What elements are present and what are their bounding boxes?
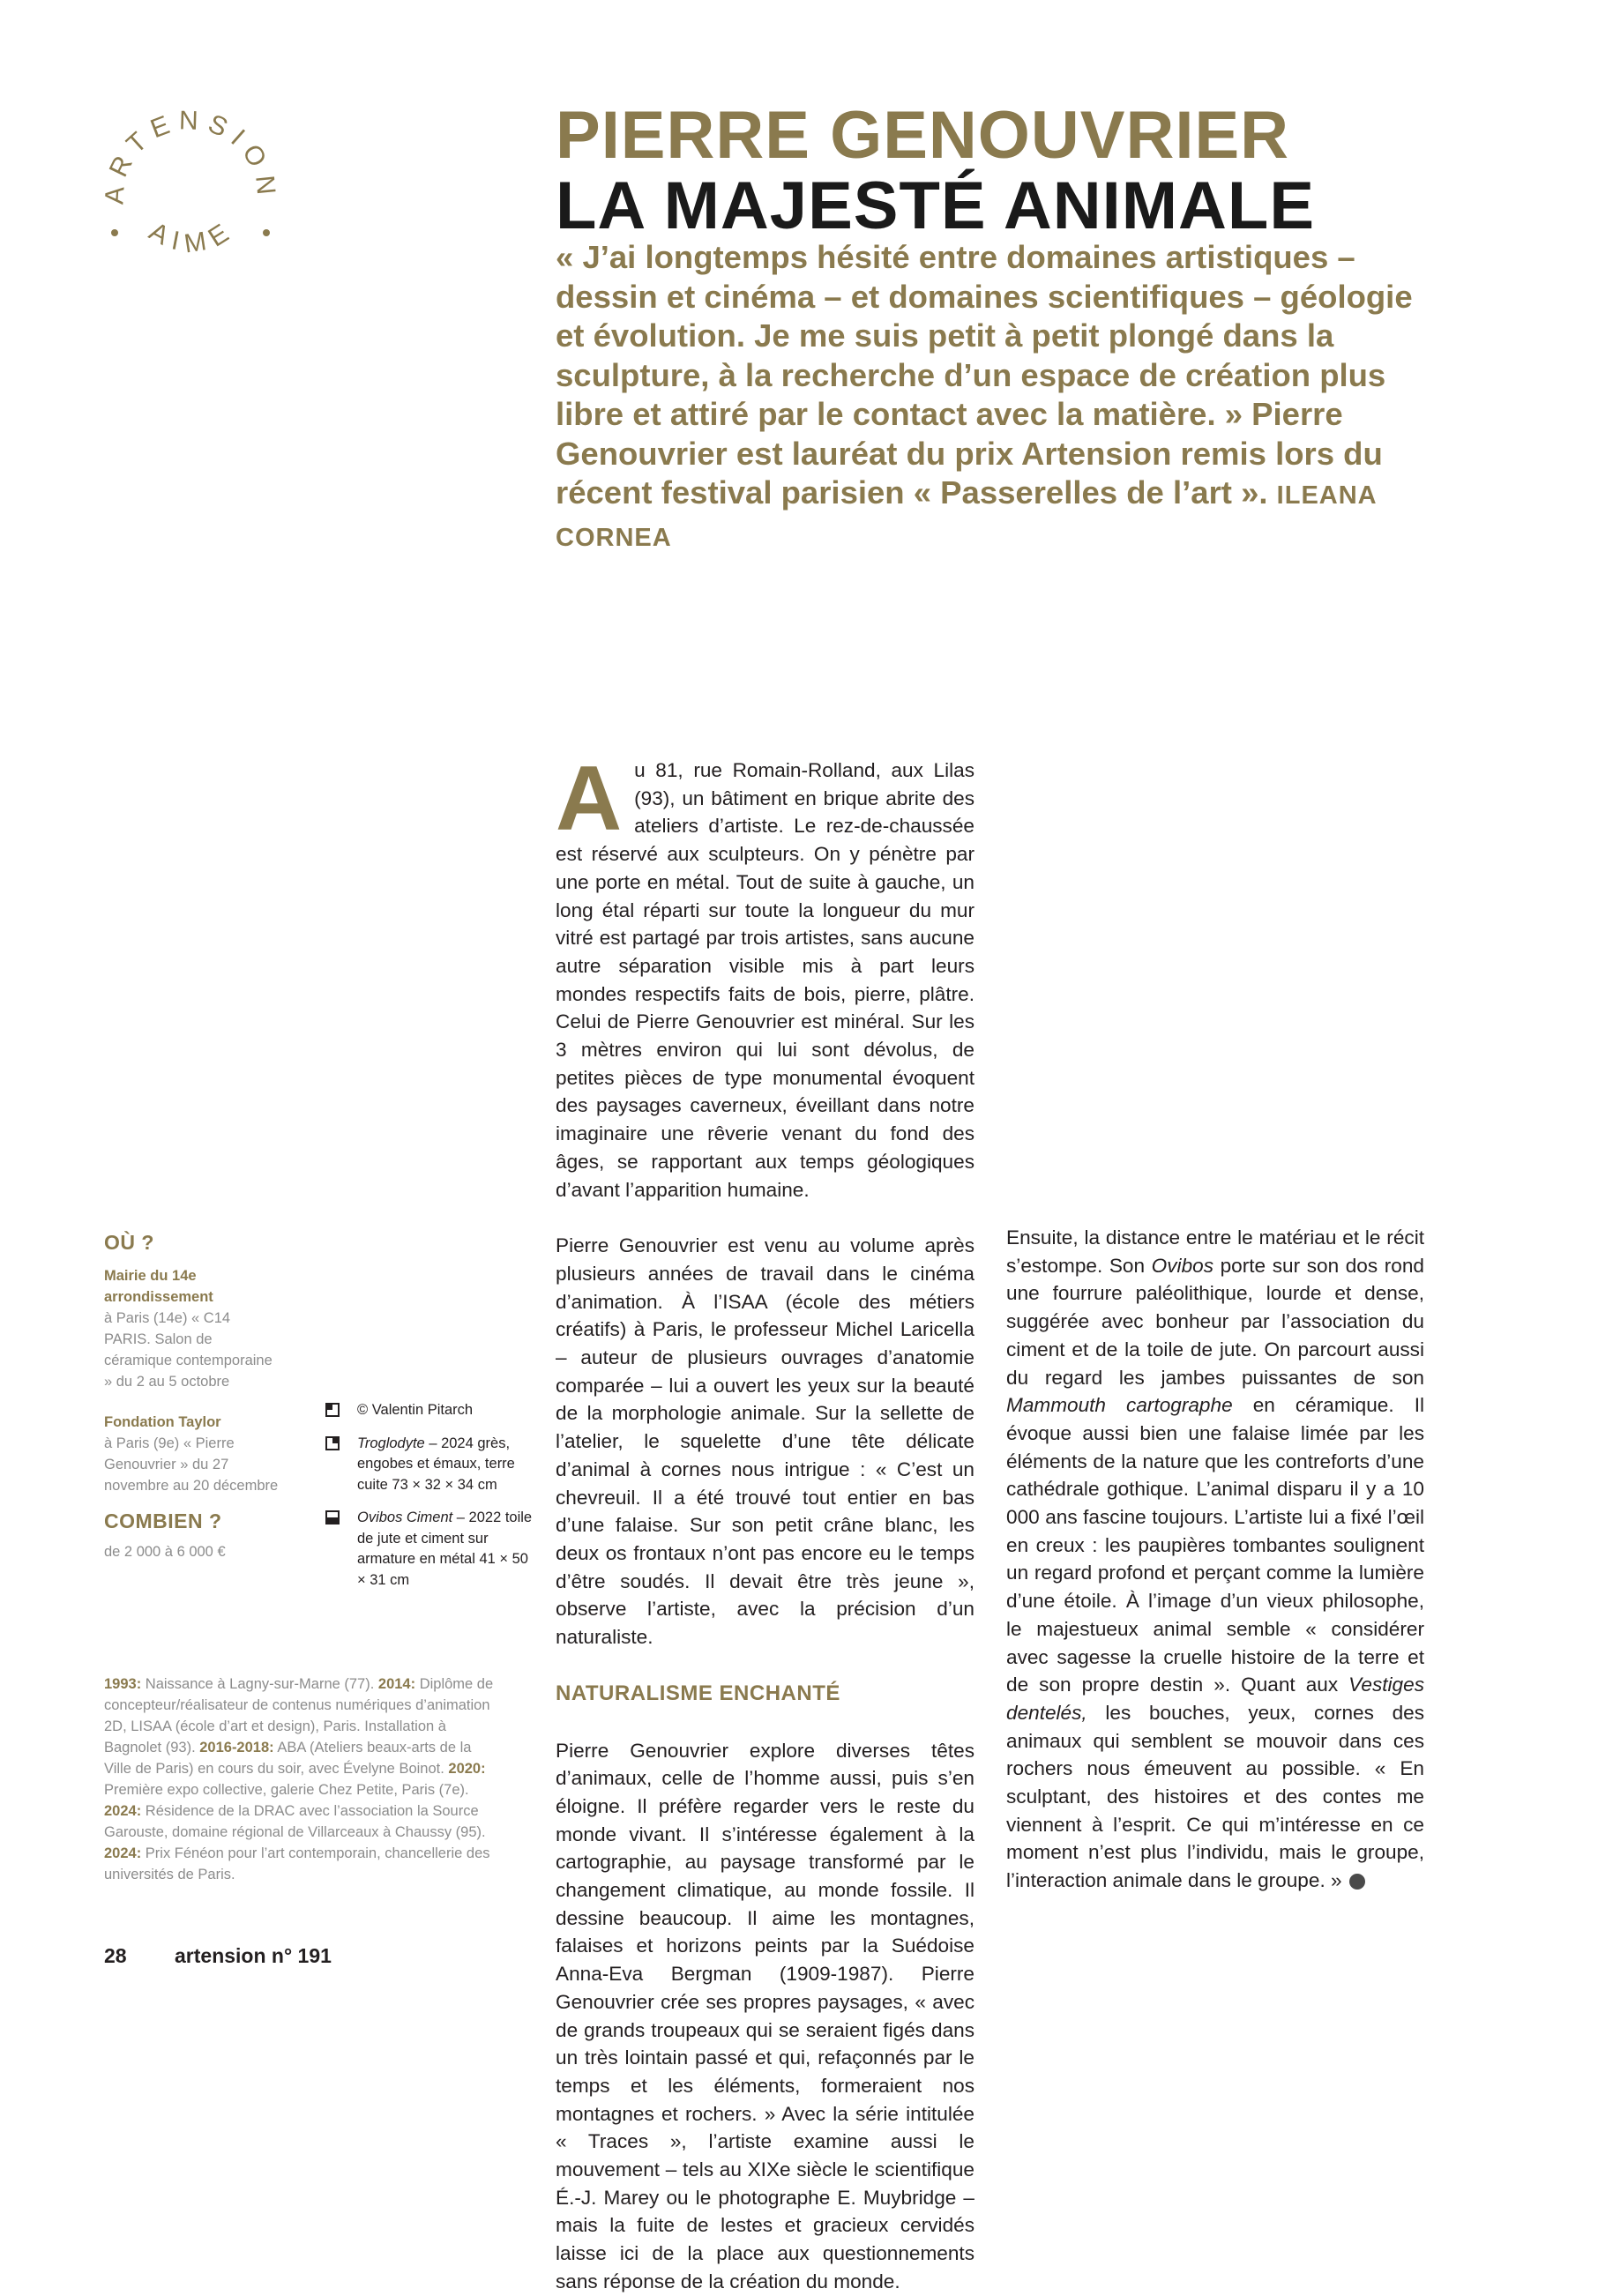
article-title-line1: PIERRE GENOUVRIER: [556, 98, 1290, 173]
article-column-1: [556, 748, 974, 2296]
artension-aime-logo: [95, 95, 286, 286]
paragraph-1-text: u 81, rue Romain-Rolland, aux Lilas (93), un bâtiment en brique abrite des ateliers d’artiste. Le rez-de-chaussée est réservé aux sculpteurs. On y pénètre par une porte en métal. Tout de suite à gauche, un long étal réparti sur toute la longueur du mur vitré est partagé par trois artistes, sans aucune autre séparation visible mis à part leurs mondes respectifs faits de bois, pierre, plâtre. Celui de Pierre Genouvrier est minéral. Sur les 3 mètres environ qui lui sont dévolus, de petites pièces de type monumental évoquent des paysages caverneux, éveillant dans notre imaginaire une rêverie venant du fond des âges, se rapportant aux temps géologiques d’avant l’apparition humaine.: [556, 759, 974, 1201]
price-range: de 2 000 à 6 000 €: [104, 1544, 226, 1560]
logo-top-text: ARTENSION: [100, 106, 282, 205]
venue-1: [104, 1265, 280, 1392]
venue-1-name: Mairie du 14e arrondissement: [104, 1268, 213, 1305]
magazine-issue: artension n° 191: [175, 1944, 332, 1967]
paragraph-2: Pierre Genouvrier est venu au volume après plusieurs années de travail dans le cinéma d’animation. À l’ISAA (école des métiers créatifs) à Paris, le professeur Michel Laricella – auteur de plusieurs ouvrages d’anatomie comparée – lui a ouvert les yeux sur la beauté de la morphologie animale. Sur la sellette de l’atelier, le squelette d’une tête délicate d’animal à cornes nous intrigue : « C’est un chevreuil. Il a été trouvé tout entier en bas d’une falaise. Sur son petit crâne blanc, les deux os frontaux n’ont pas encore eu le temps d’être soudés. Il devait être très jeune », observe l’artiste, avec la précision d’un naturaliste.: [556, 1234, 974, 1649]
logo-bottom-text: AIME: [144, 214, 241, 259]
end-of-article-dot: [1349, 1874, 1365, 1890]
work-title-vestiges: Vestiges dentelés,: [1006, 1674, 1424, 1724]
info-sidebar: [104, 1230, 280, 1561]
work-2-details: – 2022 toile de jute et ciment sur armature en métal 41 × 50 × 31 cm: [357, 1510, 533, 1588]
venue-2-name: Fondation Taylor: [104, 1414, 221, 1430]
venue-2: [104, 1412, 280, 1496]
work-1-details: – 2024 grès, engobes et émaux, terre cuite 73 × 32 × 34 cm: [357, 1435, 515, 1493]
svg-text:ARTENSION: [100, 106, 281, 205]
caption-work-1: [324, 1434, 535, 1496]
venue-1-details: à Paris (14e) « C14 PARIS. Salon de céramique contemporaine » du 2 au 5 octobre: [104, 1310, 273, 1390]
price-heading: COMBIEN ?: [104, 1510, 222, 1532]
work-2-title: Ovibos Ciment: [357, 1510, 453, 1525]
grid-bottom-icon: [325, 1510, 340, 1524]
svg-text:AIME: [145, 214, 241, 258]
work-title-ovibos: Ovibos: [1151, 1254, 1213, 1277]
author-name: ILEANA CORNEA: [556, 481, 1377, 552]
page-number: 28: [104, 1944, 127, 1967]
grid-top-left-icon: [325, 1403, 340, 1417]
section-subhead: NATURALISME ENCHANTÉ: [556, 1681, 840, 1705]
standfirst: [556, 238, 1446, 557]
artist-biography: 1993: Naissance à Lagny-sur-Marne (77). 2014: Diplôme de concepteur/réalisateur de contenus numériques d’animation 2D, LISAA (école d’art et design), Paris. Installation à Bagnolet (93). 2016-2018: ABA (Ateliers beaux-arts de la Ville de Paris) en cours du soir, avec Évelyne Boinot. 2020: Première expo collective, galerie Chez Petite, Paris (7e). 2024: Résidence de la DRAC avec l’association la Source Garouste, domaine régional de Villarceaux à Chaussy (95). 2024: Prix Fénéon pour l’art contemporain, chancellerie des universités de Paris.: [104, 1676, 494, 1882]
photo-credit: © Valentin Pitarch: [357, 1402, 474, 1418]
where-heading: OÙ ?: [104, 1231, 154, 1254]
drop-cap: A: [556, 748, 623, 850]
standfirst-text: « J’ai longtemps hésité entre domaines artistiques – dessin et cinéma – et domaines scientifiques – géologie et évolution. Je me suis petit à petit plongé dans la sculpture, à la recherche d’un espace de création plus libre et attiré par le contact avec la matière. » Pierre Genouvrier est lauréat du prix Artension remis lors du récent festival parisien « Passerelles de l’art ».: [556, 239, 1413, 511]
work-title-mammouth: Mammouth cartographe: [1006, 1394, 1233, 1417]
photo-captions: [324, 1400, 535, 1603]
paragraph-3: Pierre Genouvrier explore diverses têtes d’animaux, celle de l’homme aussi, puis s’en éloigne. Il préfère regarder vers le reste du monde vivant. Il s’intéresse également à la cartographie, au paysage transformé par le changement climatique, au monde fossile. Il dessine beaucoup. Il aime les montagnes, falaises et horizons peints par la Suédoise Anna-Eva Bergman (1909-1987). Pierre Genouvrier crée ses propres paysages, « avec de grands troupeaux qui se seraient figés dans un très lointain passé et qui, refaçonnés par le temps et les éléments, formeraient nos montagnes et rochers. » Avec la série intitulée « Traces », l’artiste examine aussi le mouvement – tels au XIXe siècle le scientifique É.-J. Marey ou le photographe E. Muybridge – mais la fuite de lestes et gracieux cervidés laisse ici de la place aux questionnements sans réponse de la création du monde.: [556, 1739, 974, 2292]
work-1-title: Troglodyte: [357, 1435, 425, 1451]
article-title-line2: LA MAJESTÉ ANIMALE: [556, 168, 1316, 243]
grid-top-right-icon: [325, 1436, 340, 1450]
caption-credit: [324, 1400, 535, 1421]
caption-work-2: [324, 1508, 535, 1591]
paragraph-1: [556, 748, 974, 1204]
paragraph-4: Ensuite, la distance entre le matériau et le récit s’estompe. Son Ovibos porte sur son dos rond une fourrure paléolithique, lourde et dense, suggérée avec bonheur par l’association du ciment et de la toile de jute. On parcourt aussi du regard les jambes puissantes de son Mammouth cartographe en céramique. Il évoque aussi bien une falaise limée par les éléments de la nature que les contreforts d’une cathédrale gothique. L’animal disparu il y a 10 000 ans fascine toujours. L’artiste lui a fixé l’œil en creux : les paupières tombantes soulignent un regard profond et perçant comme la lumière d’une étoile. À l’image d’un vieux philosophe, le majestueux animal semble « considérer avec sagesse la cruelle histoire de la terre et de son propre destin ». Quant aux Vestiges dentelés, les bouches, yeux, cornes des animaux qui semblent se mouvoir dans ces rochers nous émeuvent au possible. « En sculptant, des histoires et des contes me viennent à l’esprit. Ce qui m’intéresse en ce moment n’est plus l’individu, mais le groupe, l’interaction animale dans le groupe. »: [1006, 1226, 1424, 1892]
article-column-2: [1006, 1224, 1424, 1895]
venue-2-details: à Paris (9e) « Pierre Genouvrier » du 27 novembre au 20 décembre: [104, 1435, 279, 1494]
